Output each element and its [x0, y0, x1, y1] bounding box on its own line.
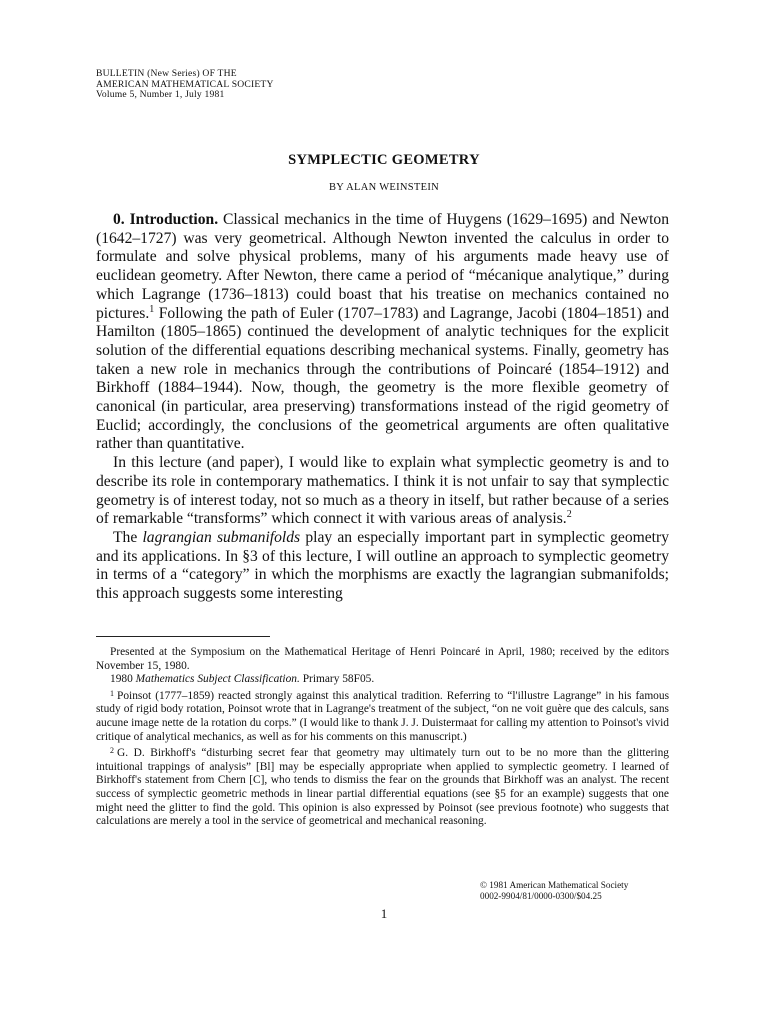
issn-line: 0002-9904/81/0000-0300/$04.25 — [480, 890, 602, 901]
paragraph — [96, 454, 669, 529]
footnote-divider — [96, 636, 270, 637]
paragraph — [96, 529, 669, 604]
paragraph-text: Following the path of Euler (1707–1783) and Lagrange, Jacobi (1804–1851) and Hamilton (1805–1865) continued the development of analytic techniques for the explicit solution of the differential equations describing mechanical systems. Finally, geometry has taken a new role in mechanics through the contributions of Poincaré (1854–1912) and Birkhoff (1884–1944). Now, though, the geometry is the more flexible geometry of canonical (in particular, area preserving) transformations instead of the rigid geometry of Euclid; accordingly, the conclusions of the geometrical arguments are often qualitative rather than quantitative. — [96, 304, 669, 453]
paragraph-text: Classical mechanics in the time of Huygens (1629–1695) and Newton (1642–1727) was very geometrical. Although Newton invented the calculus in order to formulate and solve physical problems, many of his arguments made heavy use of euclidean geometry. After Newton, there came a period of “mécanique analytique,” during which Lagrange (1736–1813) could boast that his treatise on mechanics contained no pictures. — [96, 211, 669, 322]
paragraph-text: play an especially important part in symplectic geometry and its applications. In §3 of this lecture, I will outline an approach to symplectic geometry in terms of a “category” in which the morphisms are exactly the lagrangian submanifolds; this approach suggests some interesting — [96, 528, 669, 603]
emphasis-term: lagrangian submanifolds — [142, 528, 301, 546]
journal-header-line: AMERICAN MATHEMATICAL SOCIETY — [96, 78, 274, 90]
body-text — [96, 211, 669, 604]
footnote-2: $^2$ G. D. Birkhoff's “disturbing secret fear that geometry may ultimately turn out to be no more than the glittering intuitional trappings of analysis” [Bl] may be especially appropriate when applied to symplectic geometry. I learned of Birkhoff's statement from Chern [C], who tends to dismiss the fear on the grounds that Birkhoff was an analyst. The recent success of symplectic geometric methods in linear partial differential equations (see §5 for an example) suggests that one might need the glitter to find the gold. This opinion is also expressed by Poinsot (see previous footnote) who suggests that calculations are merely a tool in the service of geometrical and mechanical reasoning. — [96, 746, 669, 828]
paragraph-text: In this lecture (and paper), I would like to explain what symplectic geometry is and to describe its role in contemporary mathematics. I think it is not unfair to say that symplectic geometry is of interest today, not so much as a theory in itself, but rather because of a series of remarkable “transforms” which connect it with various areas of analysis. — [96, 454, 669, 528]
footnote-marker: 1 — [110, 688, 114, 698]
journal-header-line: BULLETIN (New Series) OF THE — [96, 68, 237, 79]
footnote-classification: 1980 Mathematics Subject Classification. Primary 58F05. — [110, 673, 375, 686]
journal-volume-line: Volume 5, Number 1, July 1981 — [96, 89, 225, 101]
paper-title: SYMPLECTIC GEOMETRY — [288, 152, 480, 168]
footnotes — [96, 646, 669, 829]
footnote-presented: Presented at the Symposium on the Mathematical Heritage of Henri Poincaré in April, 1980; received by the editors November 15, 1980. — [96, 646, 669, 672]
page-number: 1 — [380, 906, 388, 921]
footnote-ref[interactable]: 1 — [149, 303, 155, 315]
paragraph-text: The — [113, 528, 143, 546]
paragraph — [96, 211, 669, 454]
footnote-marker: 2 — [110, 746, 114, 756]
copyright-line: © 1981 American Mathematical Society — [480, 880, 629, 890]
journal-header — [96, 69, 396, 101]
footnote-ref[interactable]: 2 — [566, 509, 572, 521]
footnote-1: $^1$ Poinsot (1777–1859) reacted strongly against this analytical tradition. Referring to “l'illustre Lagrange” in his famous study of rigid body rotation, Poinsot wrote that in Lagrange's treatment of the subject, “on ne voit guère que des calculs, sans aucune image nette de la rotation du corps.” (I would like to thank J. J. Duistermaat for calling my attention to Poinsot's vivid critique of analytical mechanics, as well as for his comments on this manuscript.) — [96, 688, 669, 743]
section-heading: 0. Introduction. — [113, 211, 219, 228]
copyright-notice — [480, 880, 700, 901]
author-byline: BY ALAN WEINSTEIN — [328, 182, 440, 193]
